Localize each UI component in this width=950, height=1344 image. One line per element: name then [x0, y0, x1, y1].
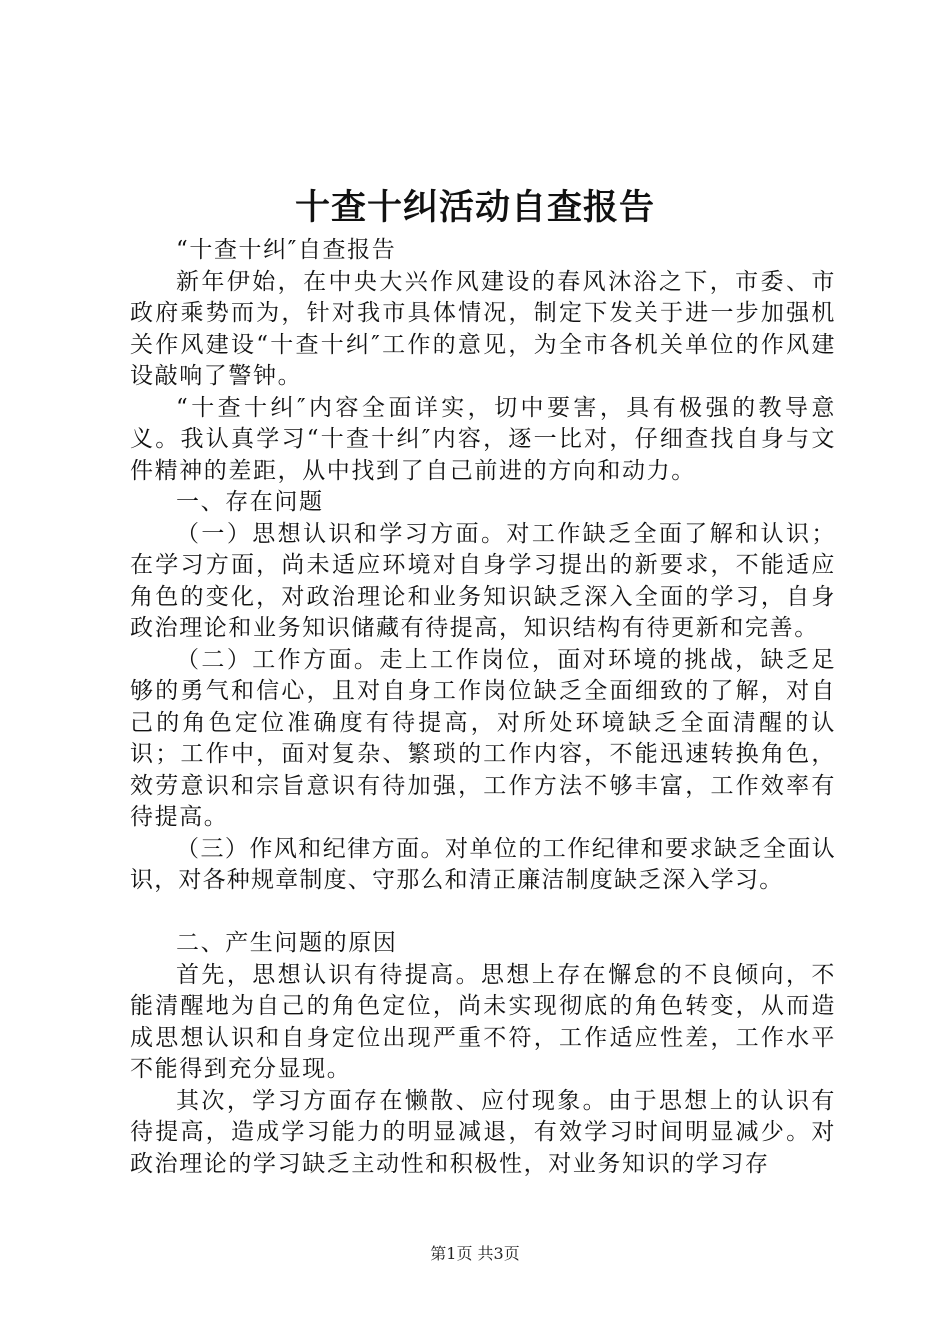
paragraph-intro: 新年伊始，在中央大兴作风建设的春风沐浴之下，市委、市政府乘势而为，针对我市具体情况，制定下发关于进一步加强机关作风建设“十查十纠″工作的意见，为全市各机关单位的作风建设敲响了警钟。: [130, 268, 836, 389]
section-heading-problems: 一、存在问题: [176, 489, 324, 515]
page-footer: 第1页 共3页: [430, 1244, 520, 1263]
paragraph-problem-3: （三）作风和纪律方面。对单位的工作纪律和要求缺乏全面认识，对各种规章制度、守那么和清正廉洁制度缺乏深入学习。: [130, 835, 836, 893]
paragraph-problem-1: （一）思想认识和学习方面。对工作缺乏全面了解和认识；在学习方面，尚未适应环境对自身学习提出的新要求，不能适应角色的变化，对政治理论和业务知识缺乏深入全面的学习，自身政治理论和业务知识储藏有待提高，知识结构有待更新和完善。: [130, 520, 836, 641]
document-body: [130, 235, 836, 1180]
paragraph-problem-2: （二）工作方面。走上工作岗位，面对环境的挑战，缺乏足够的勇气和信心，且对自身工作岗位缺乏全面细致的了解，对自己的角色定位准确度有待提高，对所处环境缺乏全面清醒的认识；工作中，面对复杂、繁琐的工作内容，不能迅速转换角色，效劳意识和宗旨意识有待加强，工作方法不够丰富，工作效率有待提高。: [130, 646, 836, 830]
paragraph-significance: “十查十纠″内容全面详实，切中要害，具有极强的教导意义。我认真学习“十查十纠″内容，逐一比对，仔细查找自身与文件精神的差距，从中找到了自己前进的方向和动力。: [130, 394, 836, 484]
paragraph-cause-2: 其次，学习方面存在懒散、应付现象。由于思想上的认识有待提高，造成学习能力的明显减退，有效学习时间明显减少。对政治理论的学习缺乏主动性和积极性，对业务知识的学习存: [130, 1087, 836, 1177]
document-title: 十查十纠活动自查报告: [294, 187, 655, 228]
section-heading-causes: 二、产生问题的原因: [176, 930, 398, 956]
paragraph-cause-1: 首先，思想认识有待提高。思想上存在懈怠的不良倾向，不能清醒地为自己的角色定位，尚未实现彻底的角色转变，从而造成思想认识和自身定位出现严重不符，工作适应性差，工作水平不能得到充分显现。: [130, 961, 836, 1082]
paragraph-subtitle: “十查十纠″自查报告: [176, 237, 397, 263]
